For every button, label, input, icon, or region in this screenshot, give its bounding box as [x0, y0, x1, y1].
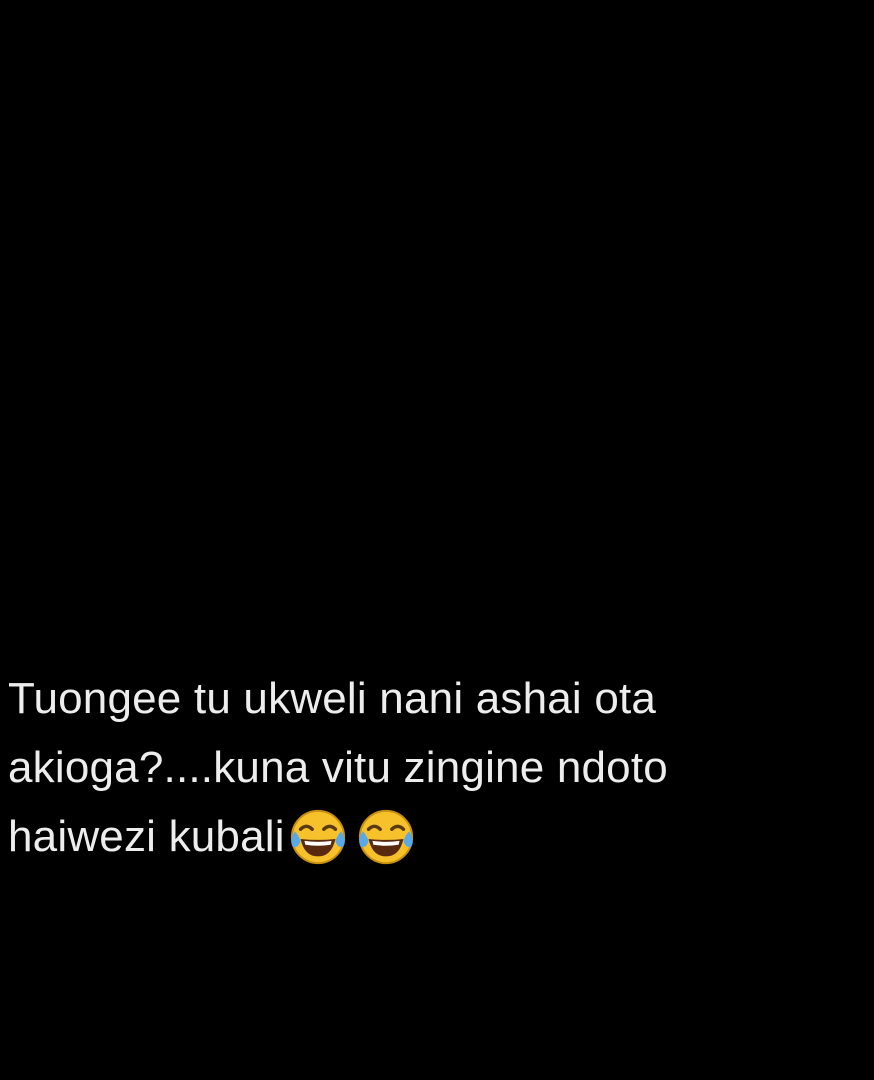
caption-line-1: Tuongee tu ukweli nani ashai ota	[8, 674, 657, 723]
caption-line-3-text: haiwezi kubali	[8, 812, 285, 861]
tears-of-joy-icon	[355, 806, 417, 868]
emoji-group	[287, 808, 423, 870]
caption-line-2: akioga?....kuna vitu zingine ndoto	[8, 743, 668, 792]
caption-text	[8, 664, 868, 871]
tears-of-joy-icon	[287, 806, 349, 868]
caption-line-3	[8, 802, 868, 871]
